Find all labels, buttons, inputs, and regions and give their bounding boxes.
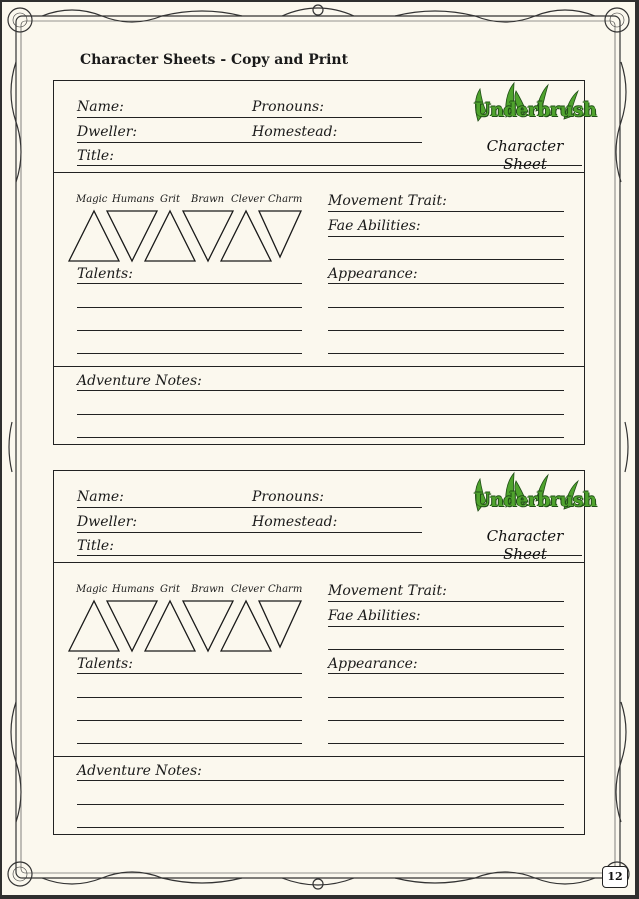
movement-trait-line[interactable] bbox=[328, 601, 564, 602]
adventure-notes-label: Adventure Notes: bbox=[77, 763, 202, 779]
fae-abilities-line-2[interactable] bbox=[328, 259, 564, 260]
appearance-line-2[interactable] bbox=[328, 307, 564, 308]
talents-line-2[interactable] bbox=[77, 697, 302, 698]
underbrush-logo bbox=[466, 471, 597, 563]
talents-line-3[interactable] bbox=[77, 330, 302, 331]
dweller-line[interactable] bbox=[77, 532, 422, 533]
fae-abilities-label: Fae Abilities: bbox=[328, 218, 421, 234]
appearance-line-3[interactable] bbox=[328, 720, 564, 721]
name-label: Name: bbox=[77, 489, 124, 505]
attr-clever-label: Clever bbox=[231, 194, 265, 205]
logo-wordmark: Underbrush bbox=[474, 99, 597, 121]
adventure-notes-line-2[interactable] bbox=[77, 804, 564, 805]
dweller-label: Dweller: bbox=[77, 124, 138, 140]
talents-line-4[interactable] bbox=[77, 353, 302, 354]
section-divider bbox=[54, 756, 584, 757]
triangle-clever[interactable] bbox=[221, 211, 271, 261]
attr-magic-label: Magic bbox=[76, 194, 108, 205]
adventure-notes-label: Adventure Notes: bbox=[77, 373, 202, 389]
section-divider bbox=[54, 366, 584, 367]
homestead-label: Homestead: bbox=[252, 514, 338, 530]
fae-abilities-line-2[interactable] bbox=[328, 649, 564, 650]
attr-humans-label: Humans bbox=[112, 584, 155, 595]
fae-abilities-line-1[interactable] bbox=[328, 626, 564, 627]
adventure-notes-line-2[interactable] bbox=[77, 414, 564, 415]
triangle-humans[interactable] bbox=[107, 211, 157, 261]
page-number: 12 bbox=[602, 866, 628, 888]
appearance-line-4[interactable] bbox=[328, 353, 564, 354]
attr-clever-label: Clever bbox=[231, 584, 265, 595]
triangle-grit[interactable] bbox=[145, 211, 195, 261]
triangle-clever[interactable] bbox=[221, 601, 271, 651]
pronouns-label: Pronouns: bbox=[252, 99, 324, 115]
logo-subtitle: Character Sheet bbox=[486, 137, 564, 173]
character-sheet-2 bbox=[53, 470, 597, 835]
adventure-notes-line-1[interactable] bbox=[77, 780, 564, 781]
name-label: Name: bbox=[77, 99, 124, 115]
attribute-triangles bbox=[67, 599, 303, 653]
triangle-humans[interactable] bbox=[107, 601, 157, 651]
talents-line-3[interactable] bbox=[77, 720, 302, 721]
attr-magic-label: Magic bbox=[76, 584, 108, 595]
appearance-line-4[interactable] bbox=[328, 743, 564, 744]
talents-line-4[interactable] bbox=[77, 743, 302, 744]
dweller-line[interactable] bbox=[77, 142, 422, 143]
adventure-notes-line-1[interactable] bbox=[77, 390, 564, 391]
attr-grit-label: Grit bbox=[160, 584, 180, 595]
attr-brawn-label: Brawn bbox=[191, 194, 225, 205]
name-line[interactable] bbox=[77, 117, 422, 118]
attr-charm-label: Charm bbox=[268, 194, 303, 205]
talents-label: Talents: bbox=[77, 656, 133, 672]
dweller-label: Dweller: bbox=[77, 514, 138, 530]
talents-line-1[interactable] bbox=[77, 673, 302, 674]
appearance-line-3[interactable] bbox=[328, 330, 564, 331]
appearance-label: Appearance: bbox=[328, 266, 418, 282]
underbrush-logo bbox=[466, 81, 597, 173]
appearance-line-1[interactable] bbox=[328, 283, 564, 284]
character-sheet-1 bbox=[53, 80, 597, 445]
attr-charm-label: Charm bbox=[268, 584, 303, 595]
talents-line-2[interactable] bbox=[77, 307, 302, 308]
movement-trait-label: Movement Trait: bbox=[328, 583, 447, 599]
adventure-notes-line-3[interactable] bbox=[77, 437, 564, 438]
adventure-notes-line-3[interactable] bbox=[77, 827, 564, 828]
appearance-label: Appearance: bbox=[328, 656, 418, 672]
logo-wordmark: Underbrush bbox=[474, 489, 597, 511]
pronouns-label: Pronouns: bbox=[252, 489, 324, 505]
attr-brawn-label: Brawn bbox=[191, 584, 225, 595]
fae-abilities-label: Fae Abilities: bbox=[328, 608, 421, 624]
movement-trait-label: Movement Trait: bbox=[328, 193, 447, 209]
page bbox=[2, 2, 635, 895]
movement-trait-line[interactable] bbox=[328, 211, 564, 212]
section-divider bbox=[54, 172, 584, 173]
talents-line-1[interactable] bbox=[77, 283, 302, 284]
logo-subtitle: Character Sheet bbox=[486, 527, 564, 563]
section-divider bbox=[54, 562, 584, 563]
appearance-line-2[interactable] bbox=[328, 697, 564, 698]
triangle-brawn[interactable] bbox=[183, 601, 233, 651]
homestead-label: Homestead: bbox=[252, 124, 338, 140]
name-line[interactable] bbox=[77, 507, 422, 508]
triangle-grit[interactable] bbox=[145, 601, 195, 651]
triangle-magic[interactable] bbox=[69, 211, 119, 261]
fae-abilities-line-1[interactable] bbox=[328, 236, 564, 237]
attribute-triangles bbox=[67, 209, 303, 263]
page-heading: Character Sheets - Copy and Print bbox=[80, 52, 349, 68]
attr-humans-label: Humans bbox=[112, 194, 155, 205]
talents-label: Talents: bbox=[77, 266, 133, 282]
title-label: Title: bbox=[77, 148, 114, 164]
attr-grit-label: Grit bbox=[160, 194, 180, 205]
triangle-brawn[interactable] bbox=[183, 211, 233, 261]
triangle-magic[interactable] bbox=[69, 601, 119, 651]
appearance-line-1[interactable] bbox=[328, 673, 564, 674]
title-label: Title: bbox=[77, 538, 114, 554]
